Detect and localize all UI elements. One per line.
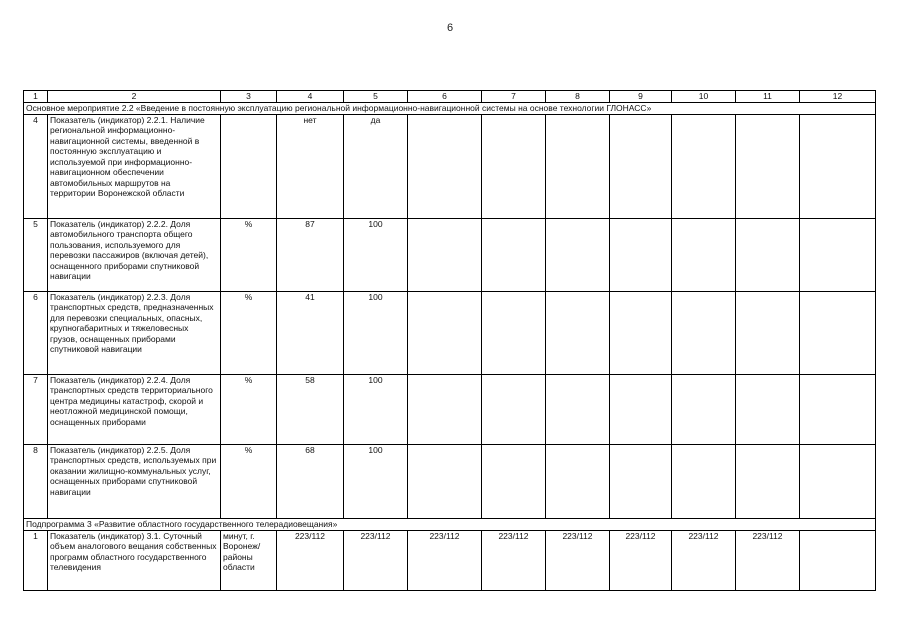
- indicator-description: Показатель (индикатор) 2.2.3. Доля транспортных средств, предназначенных для перевозки специальных, опасных, крупногабаритных и тяжеловесных грузов, оснащенных приборами спутниковой навигации: [48, 291, 221, 374]
- value-cell: 58: [277, 374, 344, 444]
- value-cell: [408, 444, 482, 518]
- table-row: [24, 291, 876, 374]
- value-cell: [546, 444, 610, 518]
- value-cell: [672, 291, 736, 374]
- row-number: 4: [24, 114, 48, 218]
- value-cell: [408, 374, 482, 444]
- value-cell: [482, 374, 546, 444]
- value-cell: [800, 374, 876, 444]
- indicator-description: Показатель (индикатор) 2.2.2. Доля автомобильного транспорта общего пользования, используемого для перевозки пассажиров (включая детей), оснащенного приборами спутниковой навигации: [48, 218, 221, 291]
- column-number: 9: [610, 91, 672, 103]
- column-number: 12: [800, 91, 876, 103]
- value-cell: [800, 444, 876, 518]
- section-row: [24, 518, 876, 530]
- indicator-description: Показатель (индикатор) 2.2.5. Доля транспортных средств, используемых при оказании жилищно-коммунальных услуг, оснащенных приборами спутниковой навигации: [48, 444, 221, 518]
- value-cell: [736, 218, 800, 291]
- value-cell: [546, 218, 610, 291]
- value-cell: [736, 291, 800, 374]
- row-number: 7: [24, 374, 48, 444]
- indicator-description: Показатель (индикатор) 2.2.4. Доля транспортных средств территориального центра медицины катастроф, скорой и неотложной медицинской помощи, оснащенных приборами: [48, 374, 221, 444]
- section-title: Подпрограмма 3 «Развитие областного государственного телерадиовещания»: [24, 518, 876, 530]
- value-cell: да: [344, 114, 408, 218]
- value-cell: 223/112: [610, 530, 672, 590]
- table-row: [24, 530, 876, 590]
- value-cell: нет: [277, 114, 344, 218]
- value-cell: 223/112: [408, 530, 482, 590]
- value-cell: 100: [344, 444, 408, 518]
- value-cell: 100: [344, 291, 408, 374]
- row-number: 5: [24, 218, 48, 291]
- value-cell: [800, 114, 876, 218]
- value-cell: [736, 444, 800, 518]
- value-cell: 223/112: [277, 530, 344, 590]
- value-cell: 223/112: [546, 530, 610, 590]
- value-cell: 87: [277, 218, 344, 291]
- section-title: Основное мероприятие 2.2 «Введение в постоянную эксплуатацию региональной информационно-навигационной системы на основе технологии ГЛОНАСС»: [24, 102, 876, 114]
- column-number: 3: [221, 91, 277, 103]
- value-cell: [672, 444, 736, 518]
- value-cell: 100: [344, 218, 408, 291]
- column-number: 11: [736, 91, 800, 103]
- value-cell: [408, 218, 482, 291]
- row-number: 8: [24, 444, 48, 518]
- value-cell: [736, 374, 800, 444]
- column-number: 5: [344, 91, 408, 103]
- value-cell: 223/112: [672, 530, 736, 590]
- value-cell: [482, 218, 546, 291]
- value-cell: [482, 291, 546, 374]
- value-cell: [736, 114, 800, 218]
- value-cell: [546, 114, 610, 218]
- value-cell: [800, 218, 876, 291]
- section-row: [24, 102, 876, 114]
- table-row: [24, 218, 876, 291]
- table-row: [24, 444, 876, 518]
- column-number: 1: [24, 91, 48, 103]
- value-cell: 41: [277, 291, 344, 374]
- value-cell: 100: [344, 374, 408, 444]
- indicator-description: Показатель (индикатор) 2.2.1. Наличие региональной информационно-навигационной системы, введенной в постоянную эксплуатацию и используемой при информационно-навигационном обеспечении автомобильных маршрутов на территории Воронежской области: [48, 114, 221, 218]
- unit-cell: [221, 114, 277, 218]
- table-row: [24, 114, 876, 218]
- value-cell: 223/112: [482, 530, 546, 590]
- column-number: 10: [672, 91, 736, 103]
- unit-cell: %: [221, 444, 277, 518]
- column-number: 2: [48, 91, 221, 103]
- value-cell: [672, 374, 736, 444]
- column-number-header-row: [24, 91, 876, 103]
- unit-cell: %: [221, 218, 277, 291]
- row-number: 1: [24, 530, 48, 590]
- value-cell: [610, 218, 672, 291]
- unit-cell: %: [221, 374, 277, 444]
- value-cell: [482, 114, 546, 218]
- indicator-description: Показатель (индикатор) 3.1. Суточный объем аналогового вещания собственных программ областного государственного телевидения: [48, 530, 221, 590]
- table-row: [24, 374, 876, 444]
- value-cell: [610, 114, 672, 218]
- value-cell: [408, 291, 482, 374]
- column-number: 8: [546, 91, 610, 103]
- value-cell: [408, 114, 482, 218]
- unit-cell: %: [221, 291, 277, 374]
- indicators-table: [23, 90, 876, 591]
- column-number: 7: [482, 91, 546, 103]
- value-cell: [482, 444, 546, 518]
- value-cell: [546, 291, 610, 374]
- unit-cell: минут, г. Воронеж/ районы области: [221, 530, 277, 590]
- value-cell: [546, 374, 610, 444]
- value-cell: [800, 291, 876, 374]
- value-cell: [672, 218, 736, 291]
- page-number: 6: [446, 22, 454, 34]
- row-number: 6: [24, 291, 48, 374]
- column-number: 4: [277, 91, 344, 103]
- value-cell: [800, 530, 876, 590]
- value-cell: 68: [277, 444, 344, 518]
- value-cell: [672, 114, 736, 218]
- value-cell: [610, 291, 672, 374]
- value-cell: [610, 374, 672, 444]
- value-cell: 223/112: [736, 530, 800, 590]
- value-cell: 223/112: [344, 530, 408, 590]
- column-number: 6: [408, 91, 482, 103]
- value-cell: [610, 444, 672, 518]
